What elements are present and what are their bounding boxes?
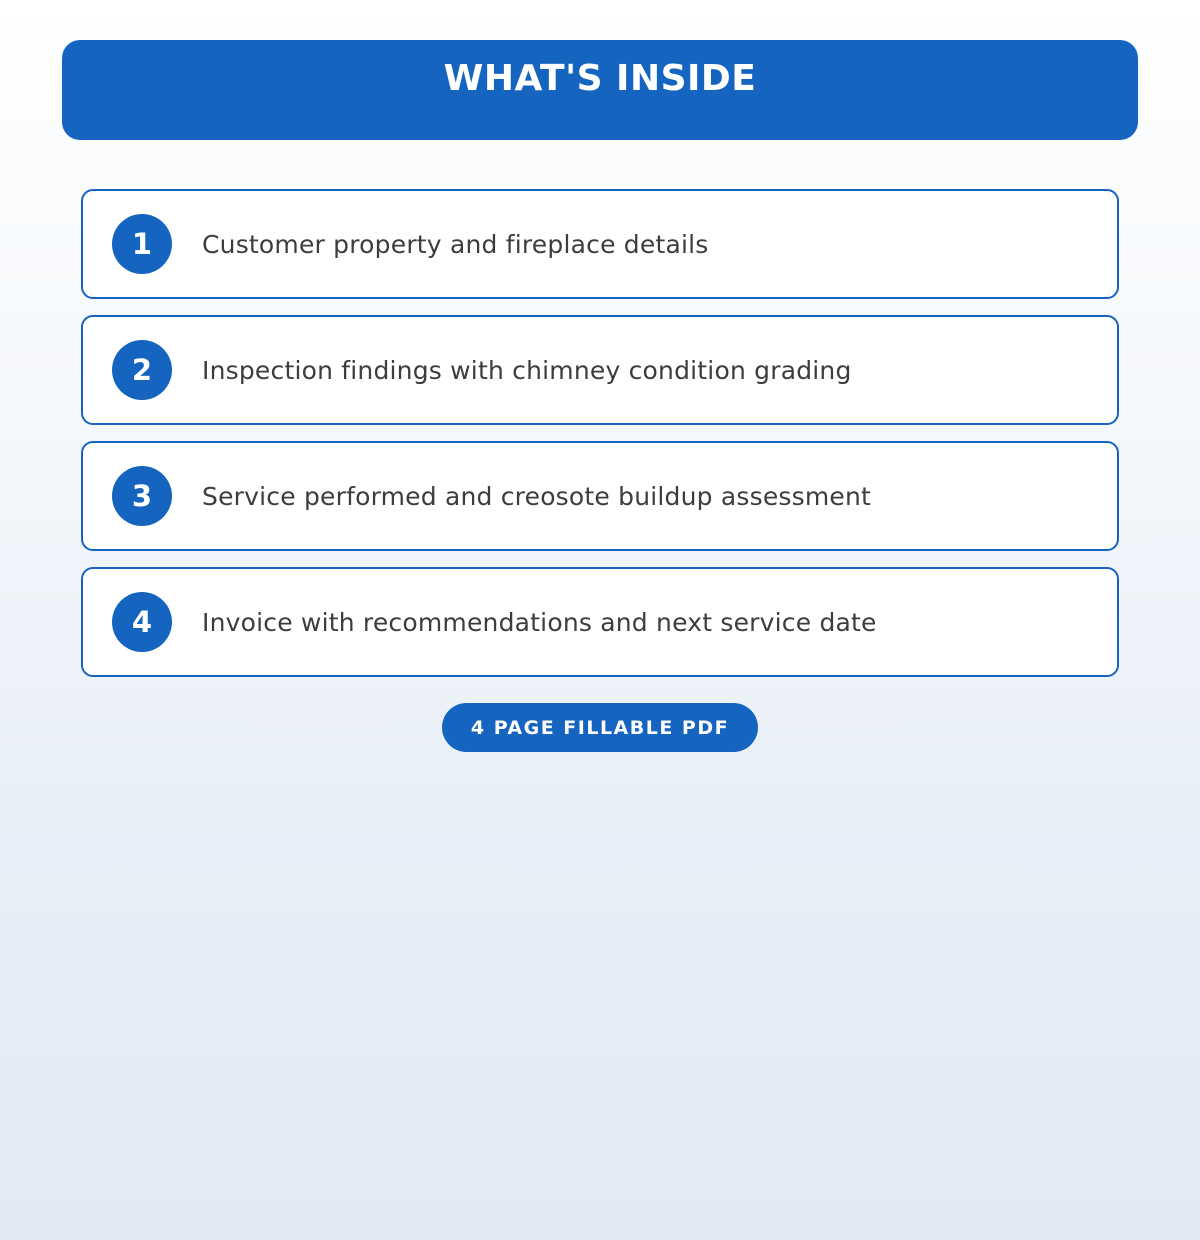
item-number-badge: 3 (112, 466, 172, 526)
items-list (81, 189, 1119, 677)
page-count-badge (442, 703, 758, 752)
item-label: Service performed and creosote buildup assessment (202, 481, 872, 511)
header-banner (62, 40, 1138, 140)
list-item (81, 315, 1119, 425)
item-number-badge: 4 (112, 592, 172, 652)
item-label: Inspection findings with chimney condition grading (202, 355, 852, 385)
item-label: Invoice with recommendations and next service date (202, 607, 877, 637)
item-number-badge: 2 (112, 340, 172, 400)
page-title: WHAT'S INSIDE (443, 58, 757, 99)
item-label: Customer property and fireplace details (202, 229, 709, 259)
list-item (81, 189, 1119, 299)
item-number-badge: 1 (112, 214, 172, 274)
page-count-badge-label: 4 PAGE FILLABLE PDF (470, 716, 730, 739)
list-item (81, 441, 1119, 551)
list-item (81, 567, 1119, 677)
